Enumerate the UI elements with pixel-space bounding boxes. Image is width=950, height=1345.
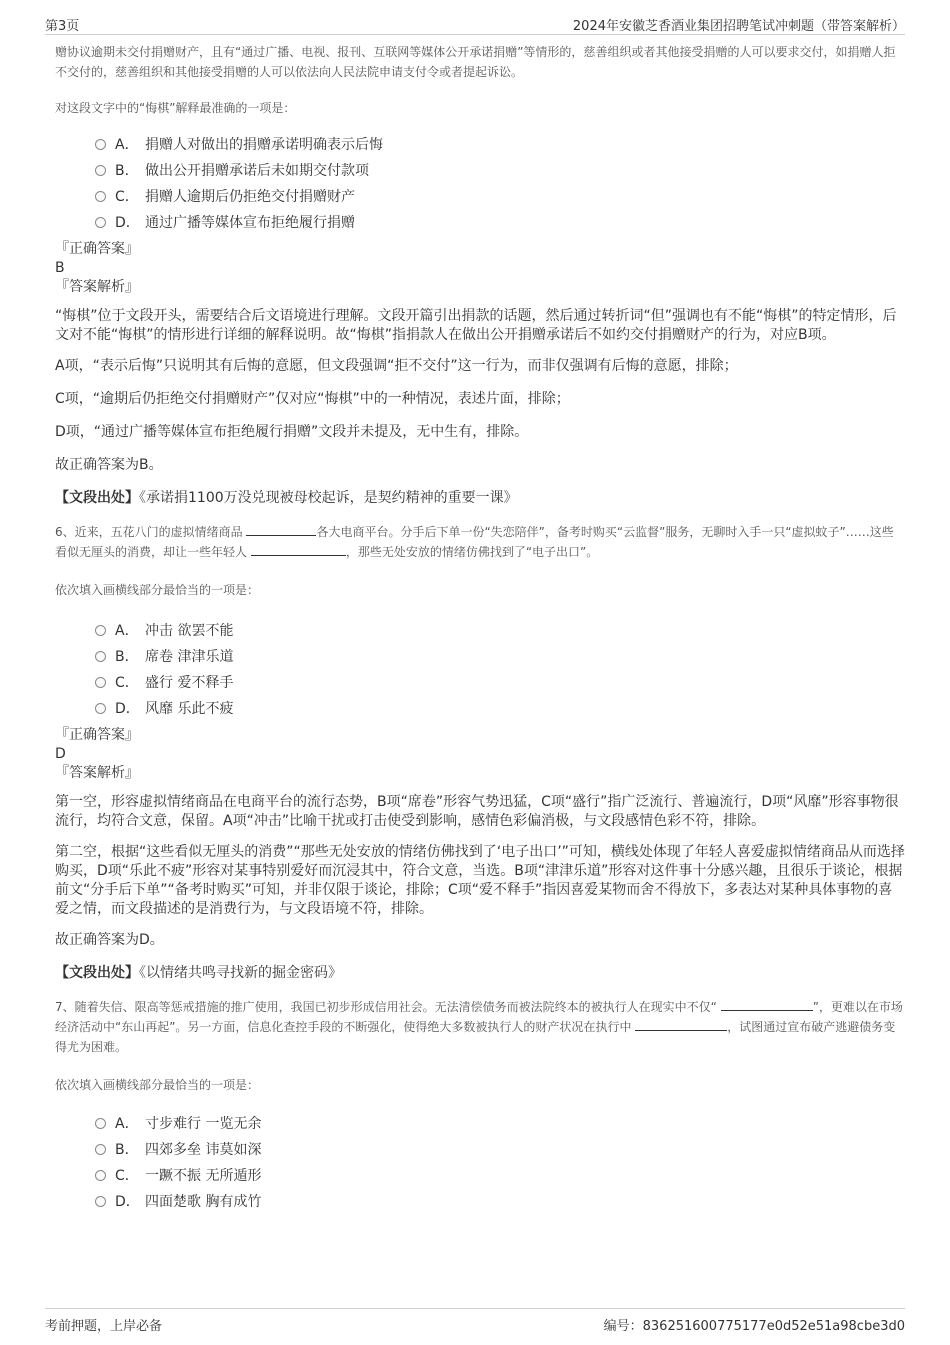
source-label: 【文段出处】 (55, 965, 139, 981)
analysis-paragraph: 第一空，形容虚拟情绪商品在电商平台的流行态势，B项“席卷”形容气势迅猛，C项“盛行”指广泛流行、普遍流行，D项“风靡”形容事物很流行，均符合文意，保留。A项“冲击”比喻干扰或打击使受到影响，感情色彩偏消极，与文段感情色彩不符，排除。 (55, 794, 899, 829)
option-b[interactable]: B． 四郊多垒 讳莫如深 (95, 1137, 905, 1163)
option-a[interactable]: A． 寸步难行 一览无余 (95, 1111, 905, 1137)
radio-icon[interactable] (95, 217, 106, 228)
radio-icon[interactable] (95, 191, 106, 202)
answer-value: D (55, 746, 66, 762)
option-d[interactable]: D． 风靡 乐此不疲 (95, 696, 905, 722)
fill-blank (246, 523, 316, 536)
page-number: 第3页 (45, 19, 80, 34)
document-content (55, 42, 905, 1215)
option-a[interactable]: A． 捐赠人对做出的捐赠承诺明确表示后悔 (95, 132, 905, 158)
question-prompt: 依次填入画横线部分最恰当的一项是： (55, 1078, 260, 1092)
option-a[interactable]: A． 冲击 欲罢不能 (95, 618, 905, 644)
radio-icon[interactable] (95, 703, 106, 714)
question-prompt: 对这段文字中的“悔棋”解释最准确的一项是： (55, 101, 296, 115)
document-title: 2024年安徽芝香酒业集团招聘笔试冲刺题（带答案解析） (572, 19, 905, 34)
option-d[interactable]: D． 四面楚歌 胸有成竹 (95, 1189, 905, 1215)
radio-icon[interactable] (95, 651, 106, 662)
source-title: 《以情绪共鸣寻找新的掘金密码》 (139, 965, 342, 981)
analysis-label: 『答案解析』 (55, 765, 139, 781)
question-stem: 赠协议逾期未交付捐赠财产，且有“通过广播、电视、报刊、互联网等媒体公开承诺捐赠”等情形的，慈善组织或者其他接受捐赠的人可以要求交付，如捐赠人拒不交付的，慈善组织和其他接受捐赠的人可以依法向人民法院申请支付令或者提起诉讼。 (55, 45, 896, 79)
fill-blank (635, 1018, 727, 1031)
analysis-conclusion: 故正确答案为B。 (55, 457, 163, 473)
option-b[interactable]: B． 席卷 津津乐道 (95, 644, 905, 670)
radio-icon[interactable] (95, 1118, 106, 1129)
radio-icon[interactable] (95, 677, 106, 688)
option-c[interactable]: C． 盛行 爱不释手 (95, 670, 905, 696)
footer-slogan: 考前押题，上岸必备 (45, 1319, 163, 1334)
analysis-paragraph: A项，“表示后悔”只说明其有后悔的意愿，但文段强调“拒不交付”这一行为，而非仅强调有后悔的意愿，排除； (55, 358, 738, 374)
page-header (45, 12, 905, 35)
question-stem: 7、随着失信、限高等惩戒措施的推广使用，我国已初步形成信用社会。无法清偿债务而被法院终本的被执行人在现实中不仅“ ”，更难以在市场经济活动中“东山再起”。另一方面，信息化查控手段的不断强化，使得绝大多数被执行人的财产状况在执行中 ，试图通过宣布破产逃避债务变得尤为困难。 (55, 1000, 903, 1054)
source-line (55, 489, 905, 508)
option-b[interactable]: B． 做出公开捐赠承诺后未如期交付款项 (95, 158, 905, 184)
options-list (95, 1111, 905, 1215)
fill-blank (251, 543, 346, 556)
question-stem: 6、近来，五花八门的虚拟情绪商品 各大电商平台。分手后下单一份“失恋陪伴”，备考时购买“云监督”服务，无聊时入手一只“虚拟蚊子”……这些看似无厘头的消费，却让一些年轻人 ，那些无处安放的情绪仿佛找到了“电子出口”。 (55, 525, 894, 559)
question-5 (55, 42, 905, 508)
analysis-paragraph: C项，“逾期后仍拒绝交付捐赠财产”仅对应“悔棋”中的一种情况，表述片面，排除； (55, 391, 570, 407)
radio-icon[interactable] (95, 165, 106, 176)
radio-icon[interactable] (95, 625, 106, 636)
radio-icon[interactable] (95, 1196, 106, 1207)
radio-icon[interactable] (95, 1144, 106, 1155)
question-6 (55, 522, 905, 983)
options-list (95, 618, 905, 722)
analysis-label: 『答案解析』 (55, 279, 139, 295)
option-d[interactable]: D． 通过广播等媒体宣布拒绝履行捐赠 (95, 210, 905, 236)
analysis-paragraph: D项，“通过广播等媒体宣布拒绝履行捐赠”文段并未提及，无中生有，排除。 (55, 424, 529, 440)
analysis-paragraph: “悔棋”位于文段开头，需要结合后文语境进行理解。文段开篇引出捐款的话题，然后通过转折词“但”强调也有不能“悔棋”的特定情形，后文对不能“悔棋”的情形进行详细的解释说明。故“悔棋”指捐款人在做出公开捐赠承诺后不如约交付捐赠财产的行为，对应B项。 (55, 308, 897, 343)
source-label: 【文段出处】 (55, 490, 139, 506)
source-line (55, 964, 905, 983)
radio-icon[interactable] (95, 1170, 106, 1181)
analysis-paragraph: 第二空，根据“这些看似无厘头的消费”“那些无处安放的情绪仿佛找到了‘电子出口’”可知，横线处体现了年轻人喜爱虚拟情绪商品从而选择购买，D项“乐此不疲”形容对某事特别爱好而沉浸其中，符合文意，当选。B项“津津乐道”形容对这件事十分感兴趣，且很乐于谈论，根据前文“分手后下单”“备考时购买”可知，并非仅限于谈论，排除；C项“爱不释手”指因喜爱某物而舍不得放下，多表达对某种具体事物的喜爱之情，而文段描述的是消费行为，与文段语境不符，排除。 (55, 844, 905, 917)
option-c[interactable]: C． 捐赠人逾期后仍拒绝交付捐赠财产 (95, 184, 905, 210)
options-list (95, 132, 905, 236)
answer-label: 『正确答案』 (55, 727, 139, 743)
source-title: 《承诺捐1100万没兑现被母校起诉，是契约精神的重要一课》 (139, 490, 518, 506)
option-c[interactable]: C． 一蹶不振 无所遁形 (95, 1163, 905, 1189)
fill-blank (721, 998, 813, 1011)
analysis-conclusion: 故正确答案为D。 (55, 932, 164, 948)
document-serial: 编号：836251600775177e0d52e51a98cbe3d0 (603, 1319, 905, 1334)
question-7 (55, 997, 905, 1215)
answer-label: 『正确答案』 (55, 241, 139, 257)
answer-value: B (55, 260, 65, 276)
page-footer (45, 1308, 905, 1333)
radio-icon[interactable] (95, 139, 106, 150)
question-prompt: 依次填入画横线部分最恰当的一项是： (55, 583, 260, 597)
